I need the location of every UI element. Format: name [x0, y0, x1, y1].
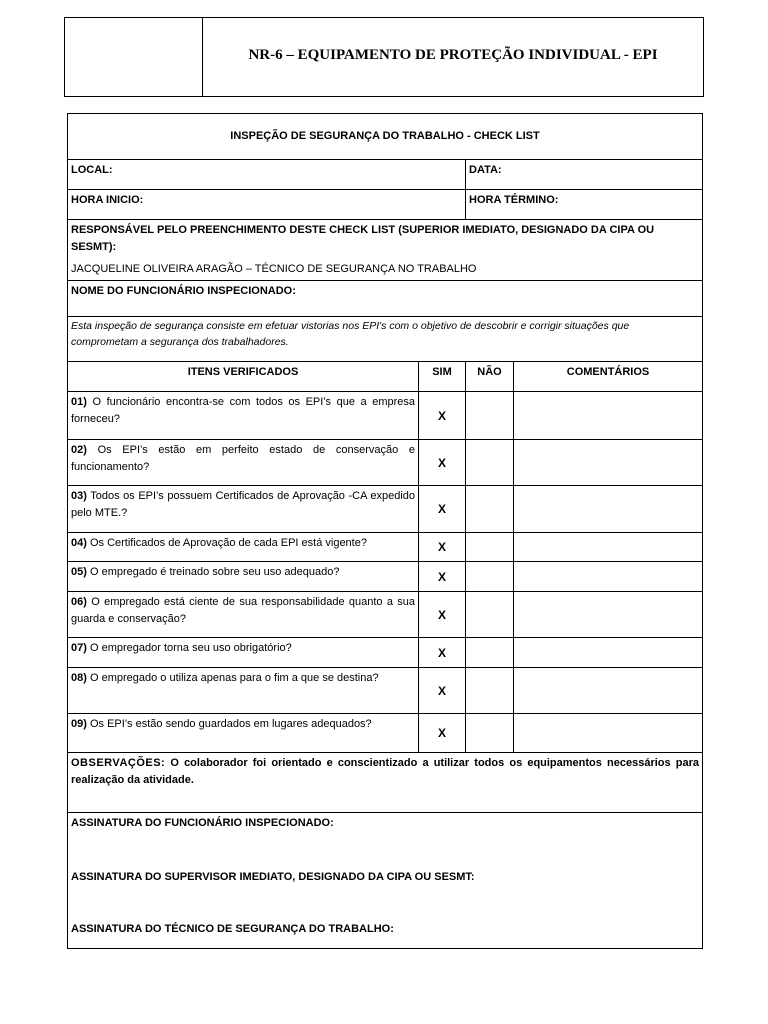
sim-cell[interactable]: X	[419, 638, 466, 668]
employee-name-field[interactable]: NOME DO FUNCIONÁRIO INSPECIONADO:	[68, 281, 703, 317]
start-time-field[interactable]: HORA INICIO:	[68, 190, 466, 220]
item-number: 07)	[71, 642, 87, 654]
observations-section[interactable]	[68, 753, 703, 813]
item-text: Todos os EPI’s possuem Certificados de Aprovação -CA expedido pelo MTE.?	[71, 490, 416, 519]
item-text: Os EPI’s estão em perfeito estado de conservação e funcionamento?	[71, 444, 416, 473]
nao-cell[interactable]	[466, 668, 514, 714]
nao-cell[interactable]	[466, 486, 514, 533]
checklist-form	[67, 113, 703, 949]
sim-cell[interactable]: X	[419, 533, 466, 562]
nao-cell[interactable]	[466, 714, 514, 753]
item-text: O empregado o utiliza apenas para o fim a que se destina?	[89, 672, 379, 684]
table-row	[68, 533, 703, 562]
item-number: 01)	[71, 396, 87, 408]
item-text: O empregador torna seu uso obrigatório?	[89, 642, 292, 654]
comment-cell[interactable]	[514, 392, 703, 440]
date-field[interactable]: DATA:	[466, 160, 703, 190]
comment-cell[interactable]	[514, 440, 703, 486]
nao-cell[interactable]	[466, 638, 514, 668]
item-text: O funcionário encontra-se com todos os EPI’s que a empresa forneceu?	[71, 396, 415, 425]
item-number: 02)	[71, 444, 87, 456]
header-sim: SIM	[419, 362, 466, 392]
nao-cell[interactable]	[466, 392, 514, 440]
employee-signature-label: ASSINATURA DO FUNCIONÁRIO INSPECIONADO:	[71, 817, 334, 829]
sim-cell[interactable]: X	[419, 392, 466, 440]
sim-cell[interactable]: X	[419, 440, 466, 486]
sim-cell[interactable]: X	[419, 562, 466, 592]
responsible-value: JACQUELINE OLIVEIRA ARAGÃO – TÉCNICO DE SEGURANÇA NO TRABALHO	[71, 263, 477, 275]
item-number: 05)	[71, 566, 87, 578]
item-number: 03)	[71, 490, 87, 502]
table-row	[68, 486, 703, 533]
comment-cell[interactable]	[514, 562, 703, 592]
comment-cell[interactable]	[514, 533, 703, 562]
form-title: INSPEÇÃO DE SEGURANÇA DO TRABALHO - CHECK LIST	[68, 114, 703, 160]
nao-cell[interactable]	[466, 440, 514, 486]
end-time-field[interactable]: HORA TÉRMINO:	[466, 190, 703, 220]
header-comentarios: COMENTÁRIOS	[514, 362, 703, 392]
nao-cell[interactable]	[466, 592, 514, 638]
document-title: NR-6 – EQUIPAMENTO DE PROTEÇÃO INDIVIDUAL - EPI	[248, 46, 658, 63]
local-field[interactable]: LOCAL:	[68, 160, 466, 190]
header-items: ITENS VERIFICADOS	[68, 362, 419, 392]
header-nao: NÃO	[466, 362, 514, 392]
table-row	[68, 562, 703, 592]
table-row	[68, 714, 703, 753]
comment-cell[interactable]	[514, 486, 703, 533]
sim-cell[interactable]: X	[419, 486, 466, 533]
observations-label: OBSERVAÇÕES:	[71, 757, 166, 769]
item-number: 06)	[71, 596, 87, 608]
item-number: 09)	[71, 718, 87, 730]
item-number: 08)	[71, 672, 87, 684]
comment-cell[interactable]	[514, 592, 703, 638]
nao-cell[interactable]	[466, 562, 514, 592]
signatures-section	[68, 813, 703, 949]
supervisor-signature-label: ASSINATURA DO SUPERVISOR IMEDIATO, DESIGNADO DA CIPA OU SESMT:	[71, 871, 475, 883]
item-number: 04)	[71, 537, 87, 549]
table-row	[68, 592, 703, 638]
item-text: O empregado é treinado sobre seu uso adequado?	[89, 566, 340, 578]
intro-text: Esta inspeção de segurança consiste em efetuar vistorias nos EPI's com o objetivo de descobrir e corrigir situações que comprometam a segurança dos trabalhadores.	[68, 317, 703, 362]
document-header	[64, 17, 704, 97]
table-row	[68, 638, 703, 668]
sim-cell[interactable]: X	[419, 714, 466, 753]
nao-cell[interactable]	[466, 533, 514, 562]
observations-text: O colaborador foi orientado e conscientizado a utilizar todos os equipamentos necessários para realização da atividade.	[71, 757, 699, 786]
comment-cell[interactable]	[514, 638, 703, 668]
item-text: Os Certificados de Aprovação de cada EPI está vigente?	[89, 537, 367, 549]
technician-signature-label: ASSINATURA DO TÉCNICO DE SEGURANÇA DO TRABALHO:	[71, 923, 394, 935]
logo-area	[65, 18, 203, 96]
item-text: Os EPI’s estão sendo guardados em lugares adequados?	[89, 718, 372, 730]
comment-cell[interactable]	[514, 668, 703, 714]
responsible-label: RESPONSÁVEL PELO PREENCHIMENTO DESTE CHECK LIST (SUPERIOR IMEDIATO, DESIGNADO DA CIPA OU SESMT):	[71, 224, 655, 253]
responsible-section	[68, 220, 703, 281]
sim-cell[interactable]: X	[419, 592, 466, 638]
table-row	[68, 440, 703, 486]
sim-cell[interactable]: X	[419, 668, 466, 714]
comment-cell[interactable]	[514, 714, 703, 753]
item-text: O empregado está ciente de sua responsabilidade quanto a sua guarda e conservação?	[71, 596, 415, 625]
table-row	[68, 668, 703, 714]
table-row	[68, 392, 703, 440]
